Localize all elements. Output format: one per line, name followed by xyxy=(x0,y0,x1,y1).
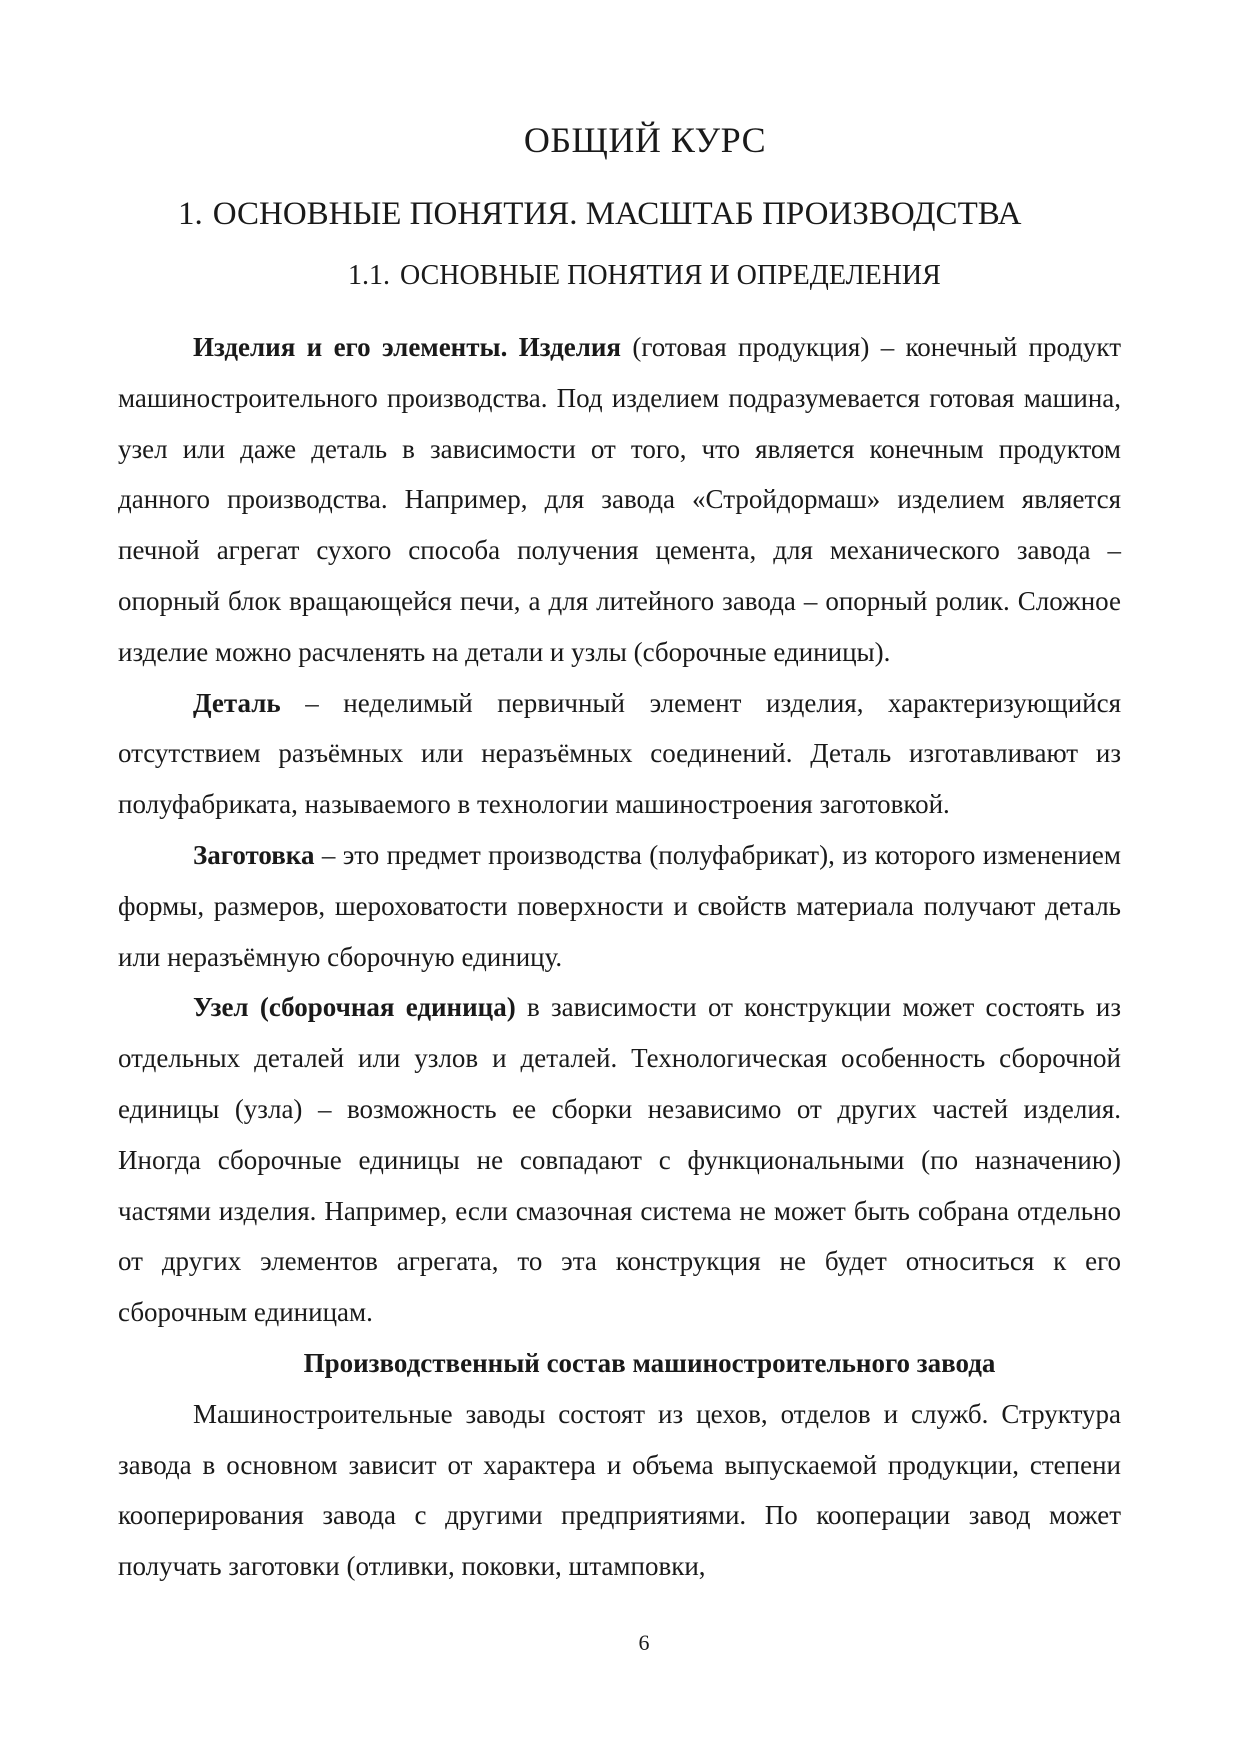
page-number: 6 xyxy=(638,1630,650,1655)
term-detail: Деталь xyxy=(193,687,281,718)
subheading-plant-structure: Производственный состав машиностроительного завода xyxy=(303,1347,996,1378)
paragraph-workpiece-text: – это предмет производства (полуфабрикат), из которого изменением формы, размеров, шероховатости поверхности и свойств материала получают деталь или неразъёмную сборочную единицу. xyxy=(118,839,1121,972)
main-title: ОБЩИЙ КУРС xyxy=(523,120,767,160)
term-workpiece: Заготовка xyxy=(193,839,315,870)
paragraph-assembly-unit xyxy=(118,982,1121,1338)
section-title xyxy=(348,258,941,294)
paragraph-products-text: (готовая продукция) – конечный продукт машиностроительного производства. Под изделием подразумевается готовая машина, узел или даже деталь в зависимости от того, что является конечным продуктом данного производства. Например, для завода «Стройдормаш» изделием является печной агрегат сухого способа получения цемента, для механического завода – опорный блок вращающейся печи, а для литейного завода – опорный ролик. Сложное изделие можно расчленять на детали и узлы (сборочные единицы). xyxy=(118,332,1121,667)
body-text xyxy=(118,322,1121,1592)
paragraph-workpiece xyxy=(118,830,1121,982)
term-assembly-unit: Узел (сборочная единица) xyxy=(193,992,516,1023)
section-number: 1.1. xyxy=(348,260,390,291)
chapter-title xyxy=(178,193,1022,235)
chapter-title-text: ОСНОВНЫЕ ПОНЯТИЯ. МАСШТАБ ПРОИЗВОДСТВА xyxy=(212,196,1022,232)
chapter-number: 1. xyxy=(178,196,203,232)
term-products: Изделия xyxy=(518,332,622,362)
term-products-elements: Изделия и его элементы. xyxy=(193,332,508,362)
paragraph-assembly-unit-text: в зависимости от конструкции может состоять из отдельных деталей или узлов и деталей. Технологическая особенность сборочной единицы (узла) – возможность ее сборки независимо от других частей изделия. Иногда сборочные единицы не совпадают с функциональными (по назначению) частями изделия. Например, если смазочная система не может быть собрана отдельно от других элементов агрегата, то эта конструкция не будет относиться к его сборочным единицам. xyxy=(118,992,1122,1328)
paragraph-products xyxy=(118,322,1121,678)
paragraph-detail xyxy=(118,678,1121,830)
section-title-text: ОСНОВНЫЕ ПОНЯТИЯ И ОПРЕДЕЛЕНИЯ xyxy=(400,260,941,291)
paragraph-detail-text: – неделимый первичный элемент изделия, характеризующийся отсутствием разъёмных или неразъёмных соединений. Деталь изготавливают из полуфабриката, называемого в технологии машиностроения заготовкой. xyxy=(118,687,1121,820)
paragraph-plant-structure: Машиностроительные заводы состоят из цехов, отделов и служб. Структура завода в основном зависит от характера и объема выпускаемой продукции, степени кооперирования завода с другими предприятиями. По кооперации завод может получать заготовки (отливки, поковки, штамповки, xyxy=(118,1398,1121,1582)
